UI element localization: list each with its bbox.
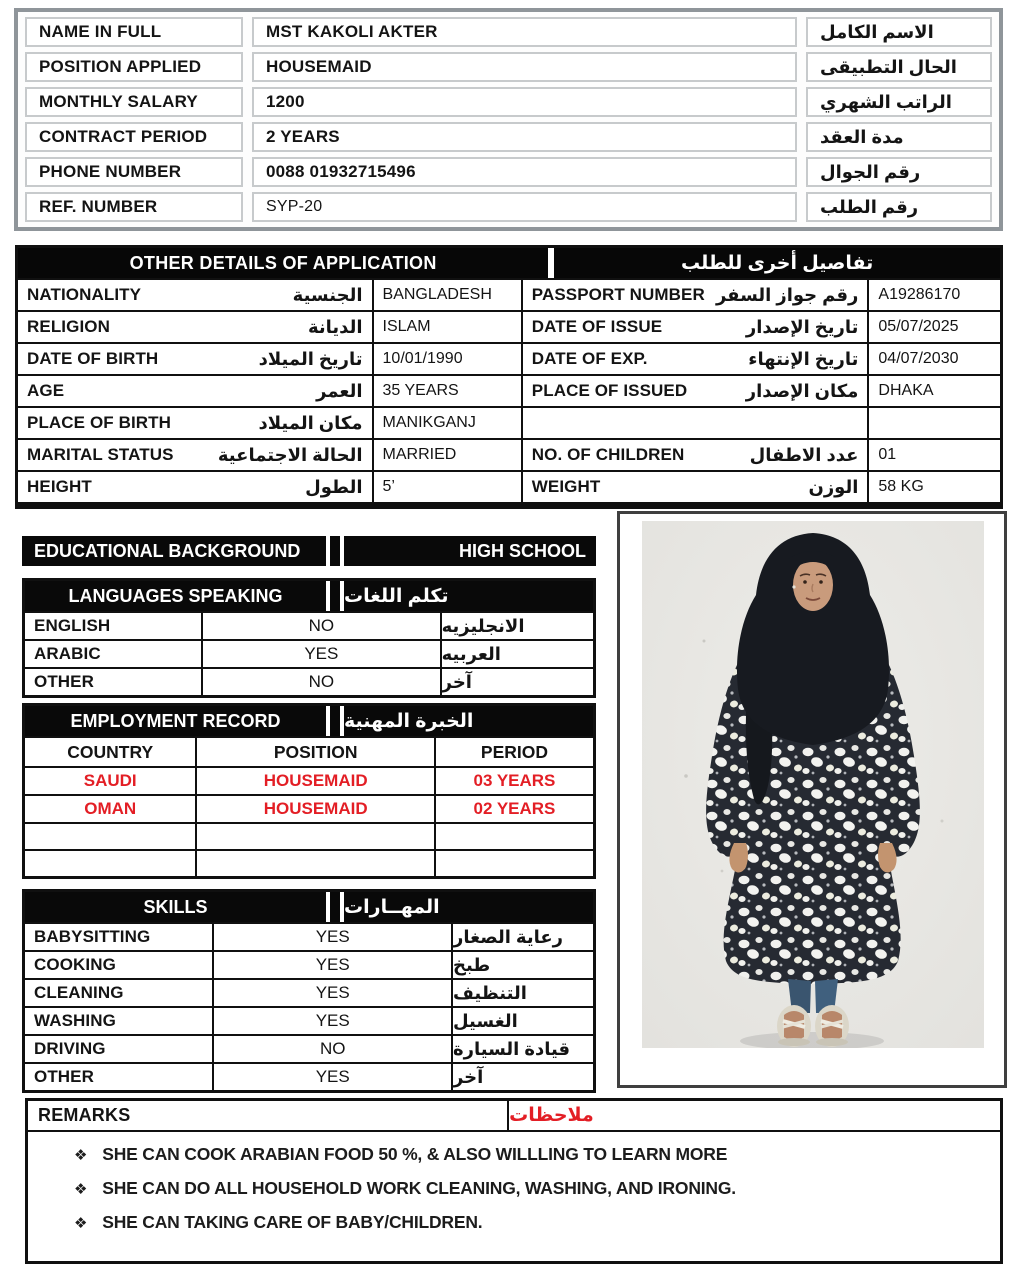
skill-label-arabic: الغسيل bbox=[451, 1006, 593, 1034]
section-title: LANGUAGES SPEAKING bbox=[25, 581, 326, 611]
languages-table bbox=[22, 578, 596, 698]
educational-background-bar bbox=[22, 536, 596, 566]
label-cell bbox=[521, 280, 868, 310]
field-label: NAME IN FULL bbox=[25, 17, 243, 47]
field-label: PHONE NUMBER bbox=[25, 157, 243, 187]
label-cell bbox=[18, 408, 372, 438]
language-label: ARABIC bbox=[25, 639, 201, 667]
label-ar: رقم جواز السفر bbox=[715, 284, 859, 305]
label-cell bbox=[521, 472, 868, 502]
section-title: REMARKS bbox=[28, 1101, 509, 1130]
label-en: RELIGION bbox=[27, 317, 110, 336]
remarks-header bbox=[28, 1101, 1000, 1132]
divider bbox=[330, 892, 340, 922]
label-en: HEIGHT bbox=[27, 477, 92, 496]
divider bbox=[330, 706, 340, 736]
section-title-arabic: تكلم اللغات bbox=[344, 581, 593, 611]
employment-position: HOUSEMAID bbox=[195, 766, 434, 794]
label-en: PLACE OF BIRTH bbox=[27, 413, 172, 432]
label-ar: تاريخ الميلاد bbox=[258, 348, 363, 369]
employment-position: HOUSEMAID bbox=[195, 794, 434, 822]
label-cell bbox=[521, 408, 868, 438]
skill-label-arabic: آخر bbox=[451, 1062, 593, 1090]
field-value: 2 YEARS bbox=[252, 122, 797, 152]
label-en: PASSPORT NUMBER bbox=[531, 285, 705, 304]
language-value: NO bbox=[201, 667, 440, 695]
label-cell bbox=[18, 312, 372, 342]
diamond-bullet-icon: ❖ bbox=[74, 1215, 88, 1232]
label-en: NATIONALITY bbox=[27, 285, 142, 304]
table-row bbox=[18, 278, 1000, 310]
employment-period bbox=[434, 849, 593, 876]
label-en: NO. OF CHILDREN bbox=[531, 445, 685, 464]
table-row bbox=[18, 438, 1000, 470]
label-en: DATE OF ISSUE bbox=[531, 317, 663, 336]
remark-text: SHE CAN COOK ARABIAN FOOD 50 %, & ALSO WILLLING TO LEARN MORE bbox=[102, 1144, 728, 1164]
applicant-photo-illustration bbox=[642, 521, 984, 1048]
label-ar: الوزن bbox=[808, 476, 859, 497]
value-cell: 05/07/2025 bbox=[867, 312, 1000, 342]
skill-label-arabic: قيادة السيارة bbox=[451, 1034, 593, 1062]
skill-label: CLEANING bbox=[25, 978, 212, 1006]
language-value: NO bbox=[201, 611, 440, 639]
skill-label-arabic: التنظيف bbox=[451, 978, 593, 1006]
label-cell bbox=[521, 312, 868, 342]
value-cell: 10/01/1990 bbox=[372, 344, 521, 374]
employment-header bbox=[25, 706, 593, 736]
language-value: YES bbox=[201, 639, 440, 667]
section-title: OTHER DETAILS OF APPLICATION bbox=[18, 248, 548, 278]
label-en: DATE OF BIRTH bbox=[27, 349, 159, 368]
skill-value: YES bbox=[212, 978, 451, 1006]
label-en: DATE OF EXP. bbox=[531, 349, 648, 368]
label-cell bbox=[18, 280, 372, 310]
applicant-photo-frame bbox=[617, 511, 1007, 1088]
label-en: PLACE OF ISSUED bbox=[531, 381, 688, 400]
value-cell: DHAKA bbox=[867, 376, 1000, 406]
other-details-table bbox=[15, 245, 1003, 509]
field-label: CONTRACT PERIOD bbox=[25, 122, 243, 152]
skill-label: COOKING bbox=[25, 950, 212, 978]
employment-period: 03 YEARS bbox=[434, 766, 593, 794]
other-details-header bbox=[18, 248, 1000, 278]
table-row bbox=[18, 342, 1000, 374]
remark-item bbox=[74, 1212, 986, 1233]
language-label-arabic: العربيه bbox=[440, 639, 593, 667]
label-ar: الحالة الاجتماعية bbox=[217, 444, 363, 465]
value-cell bbox=[867, 408, 1000, 438]
employment-country bbox=[25, 822, 195, 849]
divider bbox=[330, 581, 340, 611]
skills-table bbox=[22, 889, 596, 1093]
skill-label: DRIVING bbox=[25, 1034, 212, 1062]
label-cell bbox=[521, 344, 868, 374]
field-value: MST KAKOLI AKTER bbox=[252, 17, 797, 47]
label-cell bbox=[18, 344, 372, 374]
column-header: COUNTRY bbox=[25, 736, 195, 766]
skill-value: YES bbox=[212, 922, 451, 950]
label-en: WEIGHT bbox=[531, 477, 601, 496]
value-cell: 5’ bbox=[372, 472, 521, 502]
education-value: HIGH SCHOOL bbox=[344, 536, 596, 566]
label-ar: عدد الاطفال bbox=[749, 444, 859, 465]
value-cell: BANGLADESH bbox=[372, 280, 521, 310]
value-cell: 01 bbox=[867, 440, 1000, 470]
section-title: SKILLS bbox=[25, 892, 326, 922]
field-value: SYP-20 bbox=[252, 192, 797, 222]
language-label: OTHER bbox=[25, 667, 201, 695]
applicant-summary-table bbox=[14, 8, 1003, 231]
section-title: EDUCATIONAL BACKGROUND bbox=[22, 536, 326, 566]
skill-value: NO bbox=[212, 1034, 451, 1062]
label-ar: الديانة bbox=[307, 316, 363, 337]
skill-label: BABYSITTING bbox=[25, 922, 212, 950]
field-label-arabic: مدة العقد bbox=[806, 122, 992, 152]
table-row bbox=[18, 374, 1000, 406]
field-value: 1200 bbox=[252, 87, 797, 117]
field-label-arabic: رقم الطلب bbox=[806, 192, 992, 222]
language-label: ENGLISH bbox=[25, 611, 201, 639]
skill-label-arabic: رعاية الصغار bbox=[451, 922, 593, 950]
value-cell: A19286170 bbox=[867, 280, 1000, 310]
label-cell bbox=[18, 376, 372, 406]
field-label-arabic: رقم الجوال bbox=[806, 157, 992, 187]
field-label-arabic: الراتب الشهري bbox=[806, 87, 992, 117]
employment-period bbox=[434, 822, 593, 849]
section-title-arabic: تفاصيل أخرى للطلب bbox=[554, 248, 1000, 278]
skill-value: YES bbox=[212, 1062, 451, 1090]
language-label-arabic: الانجليزيه bbox=[440, 611, 593, 639]
field-label-arabic: الاسم الكامل bbox=[806, 17, 992, 47]
skill-value: YES bbox=[212, 1006, 451, 1034]
column-header: POSITION bbox=[195, 736, 434, 766]
employment-position bbox=[195, 822, 434, 849]
label-ar: تاريخ الإصدار bbox=[745, 316, 859, 337]
field-label: REF. NUMBER bbox=[25, 192, 243, 222]
skill-label: OTHER bbox=[25, 1062, 212, 1090]
skill-label-arabic: طبخ bbox=[451, 950, 593, 978]
skills-header bbox=[25, 892, 593, 922]
section-title-arabic: ملاحظات bbox=[509, 1105, 594, 1126]
label-ar: مكان الميلاد bbox=[258, 412, 363, 433]
label-en: MARITAL STATUS bbox=[27, 445, 174, 464]
applicant-photo bbox=[642, 521, 984, 1048]
table-row bbox=[18, 406, 1000, 438]
remark-text: SHE CAN TAKING CARE OF BABY/CHILDREN. bbox=[102, 1212, 483, 1232]
label-cell bbox=[18, 440, 372, 470]
section-title-arabic: الخبرة المهنية bbox=[344, 706, 593, 736]
value-cell: 35 YEARS bbox=[372, 376, 521, 406]
field-label-arabic: الحال التطبيقى bbox=[806, 52, 992, 82]
column-header: PERIOD bbox=[434, 736, 593, 766]
label-cell bbox=[18, 472, 372, 502]
employment-position bbox=[195, 849, 434, 876]
label-ar: الطول bbox=[305, 476, 363, 497]
diamond-bullet-icon: ❖ bbox=[74, 1181, 88, 1198]
label-cell bbox=[521, 440, 868, 470]
label-ar: مكان الإصدار bbox=[745, 380, 859, 401]
section-title: EMPLOYMENT RECORD bbox=[25, 706, 326, 736]
value-cell: MANIKGANJ bbox=[372, 408, 521, 438]
remark-item bbox=[74, 1178, 986, 1199]
diamond-bullet-icon: ❖ bbox=[74, 1147, 88, 1164]
field-label: MONTHLY SALARY bbox=[25, 87, 243, 117]
skill-label: WASHING bbox=[25, 1006, 212, 1034]
remarks-section bbox=[25, 1098, 1003, 1264]
label-ar: العمر bbox=[316, 380, 363, 401]
employment-record-table bbox=[22, 703, 596, 879]
field-value: HOUSEMAID bbox=[252, 52, 797, 82]
languages-header bbox=[25, 581, 593, 611]
employment-country bbox=[25, 849, 195, 876]
language-label-arabic: آخر bbox=[440, 667, 593, 695]
section-title-arabic: المهــارات bbox=[344, 892, 593, 922]
table-row bbox=[18, 470, 1000, 502]
label-ar: تاريخ الإنتهاء bbox=[748, 348, 859, 369]
employment-period: 02 YEARS bbox=[434, 794, 593, 822]
field-label: POSITION APPLIED bbox=[25, 52, 243, 82]
remark-text: SHE CAN DO ALL HOUSEHOLD WORK CLEANING, WASHING, AND IRONING. bbox=[102, 1178, 736, 1198]
value-cell: MARRIED bbox=[372, 440, 521, 470]
label-en: AGE bbox=[27, 381, 65, 400]
value-cell: ISLAM bbox=[372, 312, 521, 342]
value-cell: 58 KG bbox=[867, 472, 1000, 502]
remarks-body bbox=[28, 1132, 1000, 1233]
remark-item bbox=[74, 1144, 986, 1165]
skill-value: YES bbox=[212, 950, 451, 978]
label-ar: الجنسية bbox=[292, 284, 363, 305]
field-value: 0088 01932715496 bbox=[252, 157, 797, 187]
employment-country: SAUDI bbox=[25, 766, 195, 794]
label-cell bbox=[521, 376, 868, 406]
table-row bbox=[18, 310, 1000, 342]
value-cell: 04/07/2030 bbox=[867, 344, 1000, 374]
employment-country: OMAN bbox=[25, 794, 195, 822]
divider bbox=[330, 536, 340, 566]
